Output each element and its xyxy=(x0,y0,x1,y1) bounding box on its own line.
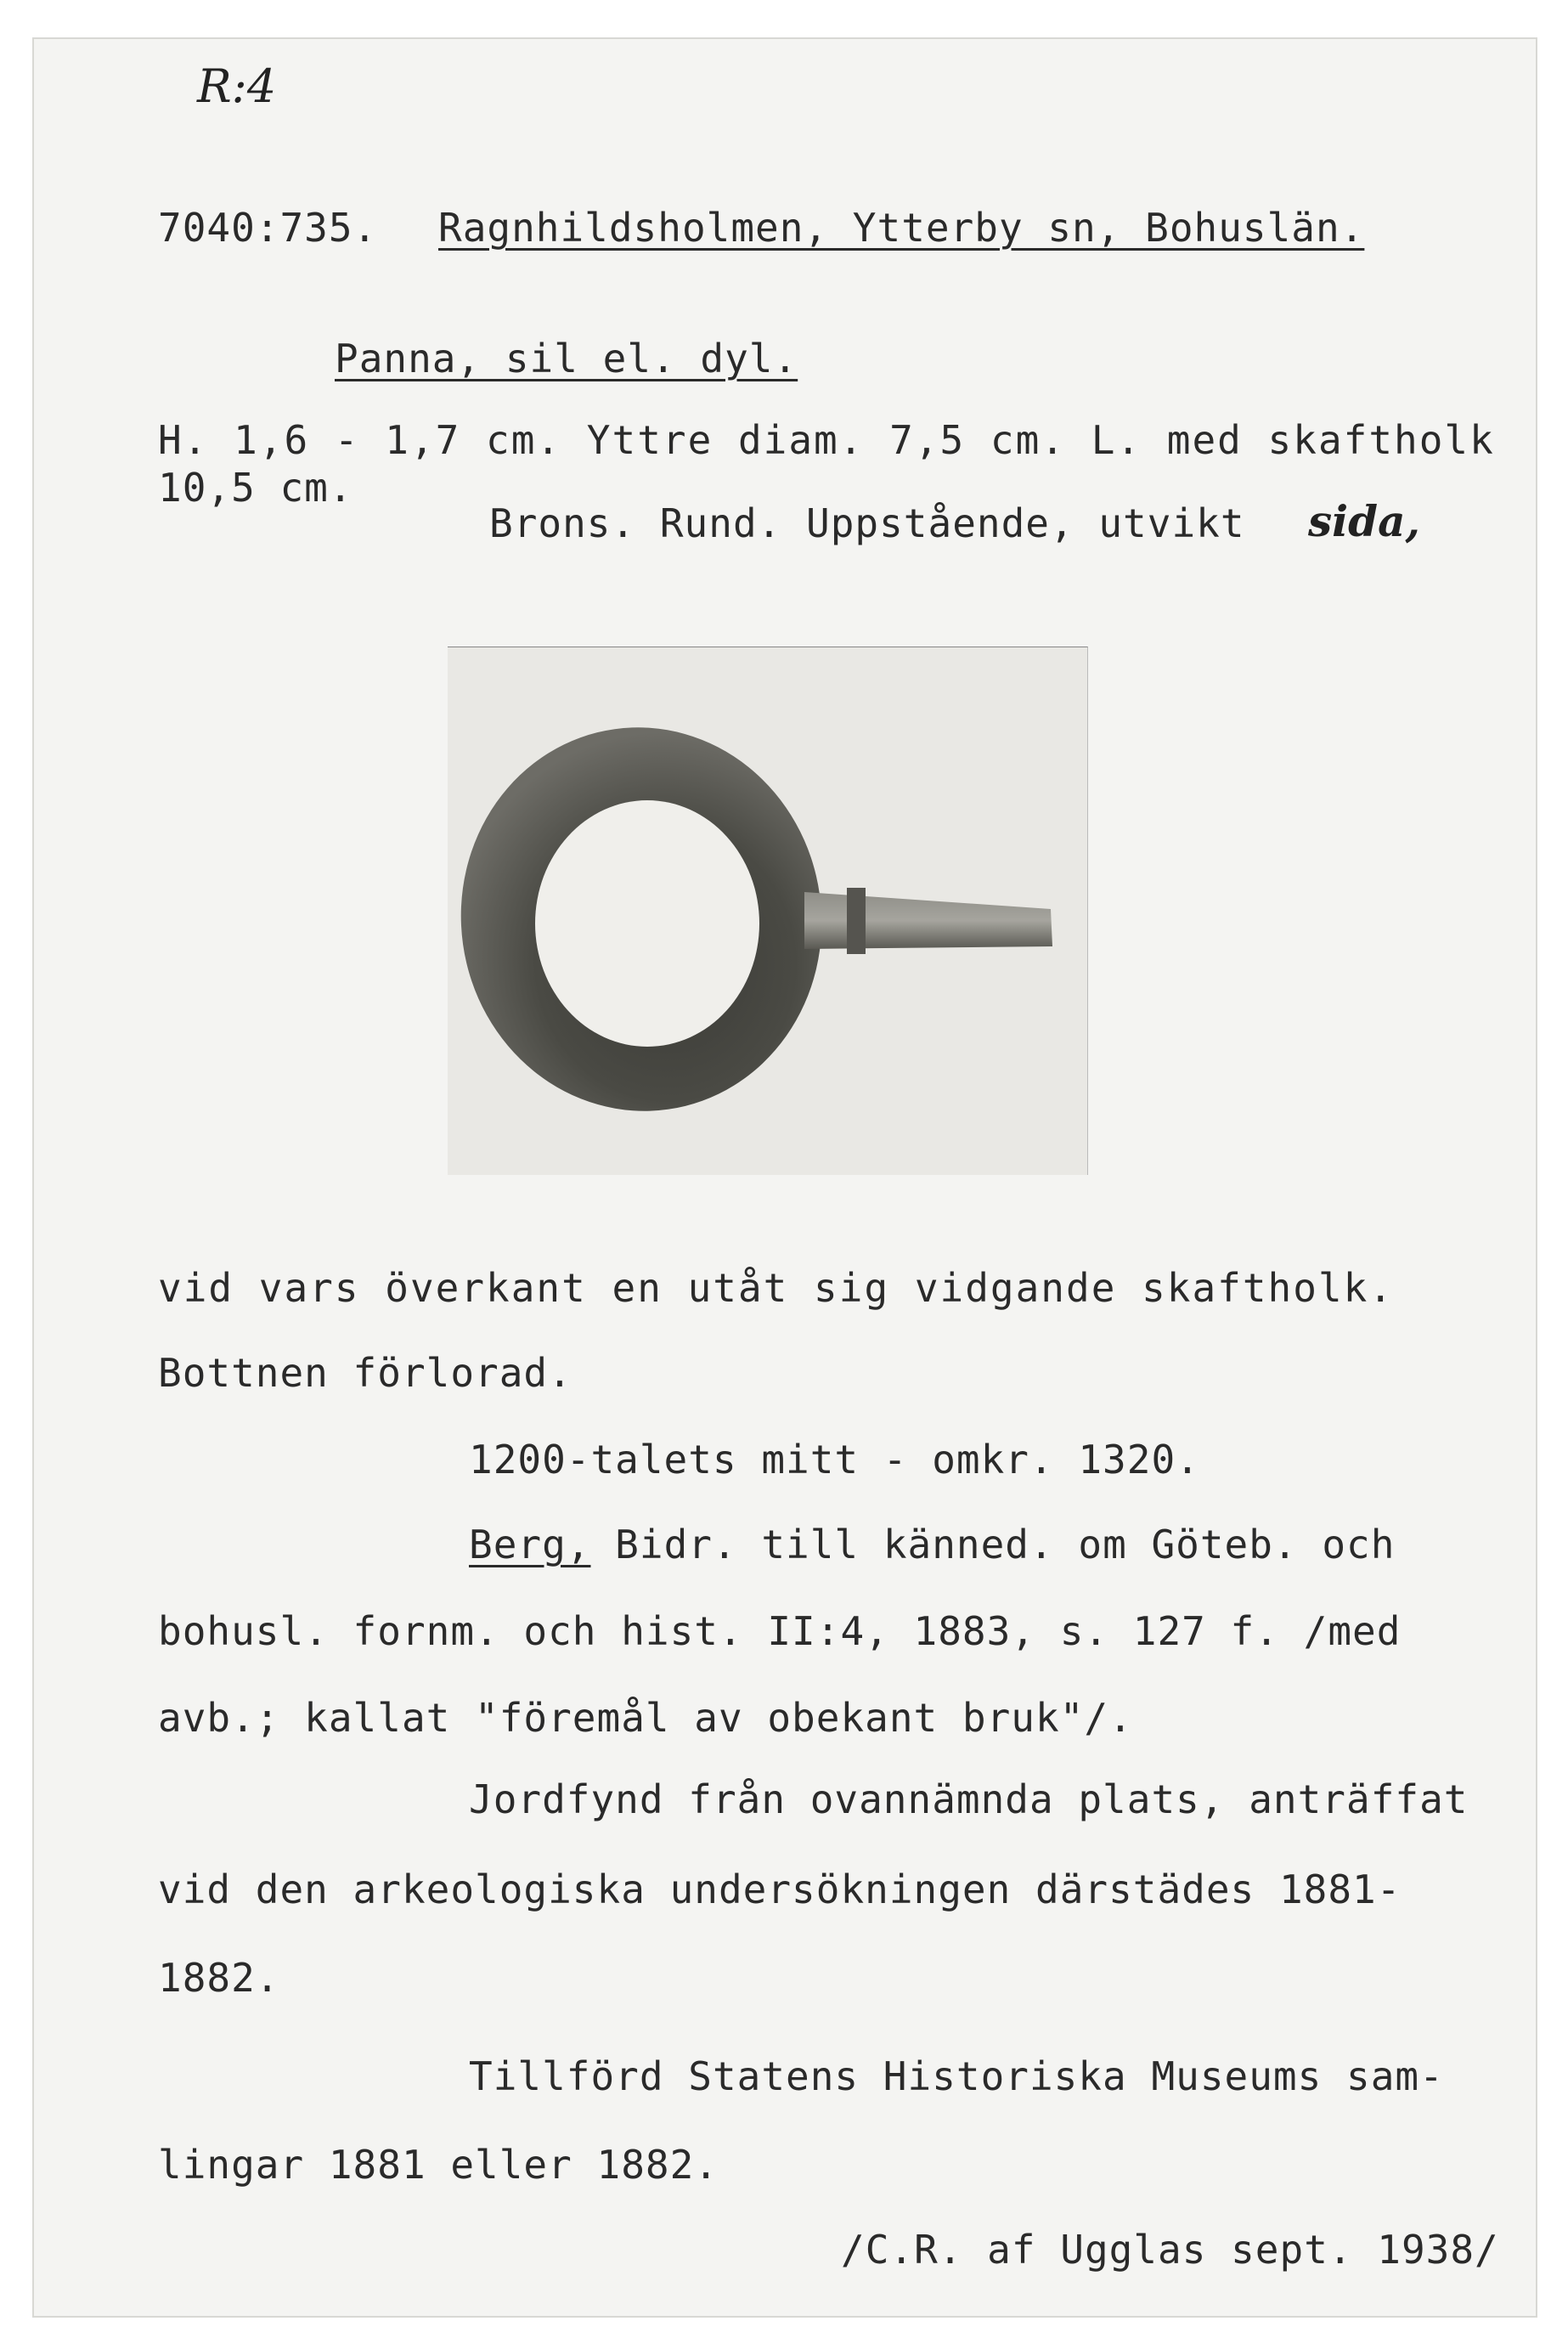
signature: /C.R. af Ugglas sept. 1938/ xyxy=(841,2227,1499,2273)
description-continued-1: vid vars överkant en utåt sig vidgande skaftholk. xyxy=(158,1265,1395,1311)
measurements-line-1: H. 1,6 - 1,7 cm. Yttre diam. 7,5 cm. L. med skaftholk xyxy=(158,417,1495,463)
catalog-mark: R:4 xyxy=(197,59,277,113)
object-title: Panna, sil el. dyl. xyxy=(335,336,798,381)
reference-line-3: avb.; kallat "föremål av obekant bruk"/. xyxy=(158,1695,1133,1741)
acquisition-line-2: lingar 1881 eller 1882. xyxy=(158,2142,719,2188)
find-info-line-2: vid den arkeologiska undersökningen därstädes 1881- xyxy=(158,1866,1402,1912)
reference-line-2: bohusl. fornm. och hist. II:4, 1883, s. 127 f. /med xyxy=(158,1608,1402,1654)
find-info-line-1: Jordfynd från ovannämnda plats, anträffat xyxy=(469,1776,1469,1822)
dating: 1200-talets mitt - omkr. 1320. xyxy=(469,1437,1200,1482)
reference-line-1 xyxy=(469,1521,1395,1568)
reference-title: Bidr. till känned. om Göteb. och xyxy=(590,1522,1396,1567)
acquisition-line-1: Tillförd Statens Historiska Museums sam- xyxy=(469,2053,1444,2099)
find-info-line-3: 1882. xyxy=(158,1955,280,2001)
description-start: Brons. Rund. Uppstående, utvikt xyxy=(489,500,1245,546)
object-photograph xyxy=(448,647,1088,1175)
description-continued-2: Bottnen förlorad. xyxy=(158,1350,572,1396)
measurements-line-2: 10,5 cm. xyxy=(158,465,353,511)
reference-author: Berg, xyxy=(469,1522,591,1567)
find-location: Ragnhildsholmen, Ytterby sn, Bohuslän. xyxy=(438,205,1365,251)
handwritten-correction: sida, xyxy=(1308,496,1420,546)
pan-image xyxy=(448,647,1087,1175)
catalog-number: 7040:735. xyxy=(158,205,378,251)
